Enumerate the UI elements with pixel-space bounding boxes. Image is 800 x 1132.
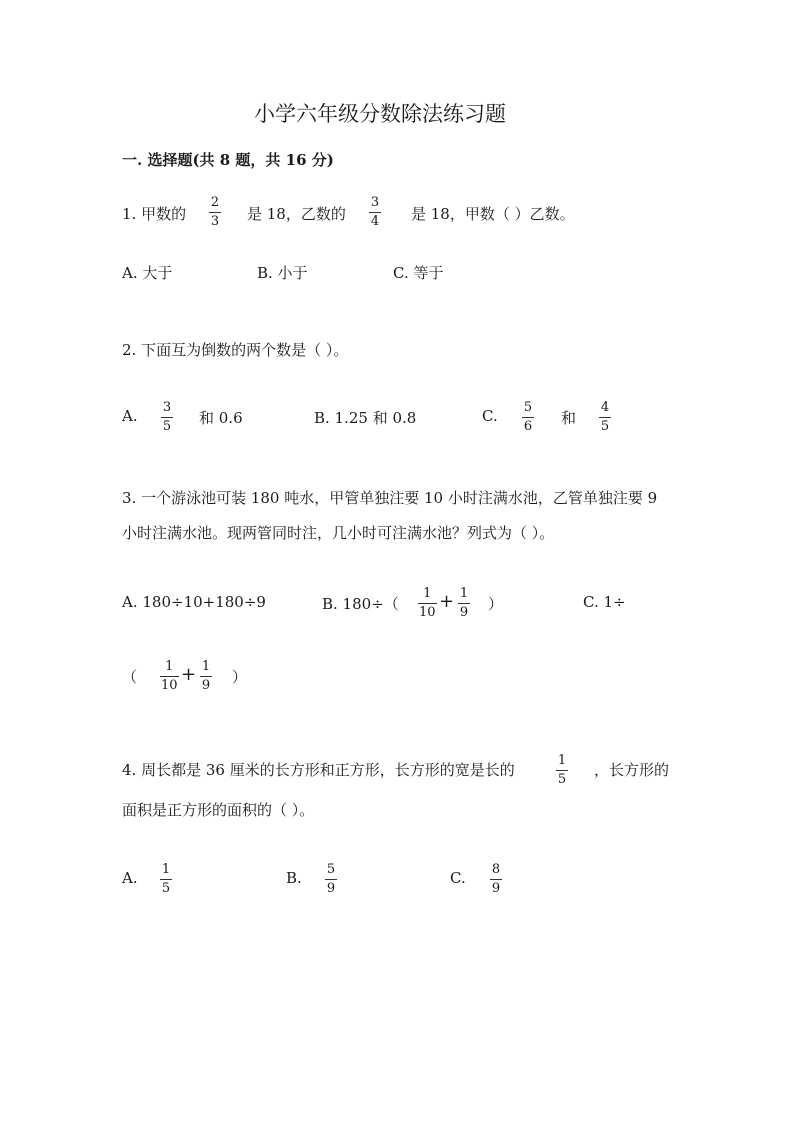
- fraction: [160, 660, 179, 692]
- question-4-line-1b: ，长方形的: [594, 761, 670, 779]
- fraction: [458, 587, 470, 619]
- fraction-denominator: 10: [161, 678, 178, 693]
- plus-sign: +: [439, 591, 455, 612]
- option-c-label[interactable]: C.: [482, 407, 498, 425]
- fraction: [161, 401, 173, 433]
- fraction-bar: [160, 879, 172, 880]
- fraction-bar: [160, 676, 179, 677]
- fraction-denominator: 5: [161, 881, 171, 896]
- fraction-denominator: 6: [523, 419, 533, 434]
- fraction-denominator: 5: [162, 419, 172, 434]
- question-4-line-2: 面积是正方形的面积的（ ）。: [122, 801, 315, 819]
- fraction-bar: [369, 212, 381, 213]
- fraction-bar: [325, 879, 337, 880]
- fraction-numerator: 8: [491, 862, 501, 877]
- fraction-bar: [599, 417, 611, 418]
- plus-sign: +: [181, 664, 197, 685]
- fraction-numerator: 1: [557, 753, 567, 768]
- fraction-bar: [522, 417, 534, 418]
- question-3-line-2: 小时注满水池。现两管同时注，几小时可注满水池？列式为（ ）。: [122, 524, 555, 542]
- fraction-numerator: 1: [459, 586, 469, 601]
- question-3-line-1: 3. 一个游泳池可装 180 吨水，甲管单独注要 10 小时注满水池，乙管单独注要 9: [122, 489, 658, 507]
- fraction: [490, 863, 502, 895]
- fraction-bar: [458, 603, 470, 604]
- option-b-head[interactable]: B. 180÷（: [322, 595, 399, 613]
- option-b[interactable]: B. 1.25 和 0.8: [314, 409, 417, 427]
- option-c-and: 和: [561, 409, 577, 427]
- fraction: [599, 401, 611, 433]
- fraction-numerator: 4: [600, 400, 610, 415]
- fraction-numerator: 3: [370, 195, 380, 210]
- fraction-bar: [418, 603, 437, 604]
- section-heading: 一. 选择题(共 8 题，共 16 分): [122, 151, 334, 169]
- question-1-text-part1: 1. 甲数的: [122, 205, 187, 223]
- question-2-text: 2. 下面互为倒数的两个数是（ ）。: [122, 341, 349, 359]
- fraction-denominator: 10: [419, 605, 436, 620]
- fraction-bar: [161, 417, 173, 418]
- option-a[interactable]: A. 180÷10+180÷9: [122, 593, 266, 611]
- fraction-bar: [209, 212, 221, 213]
- question-4-line-1a: 4. 周长都是 36 厘米的长方形和正方形，长方形的宽是长的: [122, 761, 515, 779]
- fraction: [325, 863, 337, 895]
- fraction-numerator: 5: [523, 400, 533, 415]
- option-a-label[interactable]: A.: [122, 407, 138, 425]
- fraction: [160, 863, 172, 895]
- fraction-denominator: 9: [326, 881, 336, 896]
- fraction: [556, 754, 568, 786]
- fraction-denominator: 5: [600, 419, 610, 434]
- fraction: [200, 660, 212, 692]
- option-b-label[interactable]: B.: [286, 869, 302, 887]
- option-a-tail: 和 0.6: [199, 409, 243, 427]
- fraction-numerator: 1: [423, 586, 432, 601]
- fraction-numerator: 1: [201, 659, 211, 674]
- fraction-denominator: 9: [459, 605, 469, 620]
- option-c[interactable]: C. 等于: [393, 264, 444, 282]
- page-title: 小学六年级分数除法练习题: [254, 102, 506, 126]
- option-a[interactable]: A. 大于: [122, 264, 173, 282]
- fraction-numerator: 2: [210, 195, 220, 210]
- fraction-denominator: 9: [201, 678, 211, 693]
- fraction-numerator: 1: [161, 862, 171, 877]
- fraction: [522, 401, 534, 433]
- option-c-label[interactable]: C.: [450, 869, 466, 887]
- fraction-denominator: 9: [491, 881, 501, 896]
- fraction-denominator: 4: [370, 214, 380, 229]
- option-c-close-paren: ）: [232, 668, 248, 686]
- fraction-numerator: 5: [326, 862, 336, 877]
- fraction-bar: [200, 676, 212, 677]
- option-c-open-paren: （: [122, 668, 138, 686]
- fraction-denominator: 3: [210, 214, 220, 229]
- fraction-bar: [490, 879, 502, 880]
- fraction: [209, 196, 221, 228]
- fraction-numerator: 3: [162, 400, 172, 415]
- fraction-denominator: 5: [557, 772, 567, 787]
- option-a-label[interactable]: A.: [122, 869, 138, 887]
- fraction-bar: [556, 770, 568, 771]
- option-b[interactable]: B. 小于: [257, 264, 308, 282]
- fraction-numerator: 1: [165, 659, 174, 674]
- question-1-text-part2: 是 18，乙数的: [247, 205, 346, 223]
- fraction: [418, 587, 437, 619]
- option-c-head[interactable]: C. 1÷: [583, 593, 626, 611]
- question-1-text-part3: 是 18，甲数（ ）乙数。: [411, 205, 575, 223]
- option-b-tail: ）: [488, 595, 504, 613]
- fraction: [369, 196, 381, 228]
